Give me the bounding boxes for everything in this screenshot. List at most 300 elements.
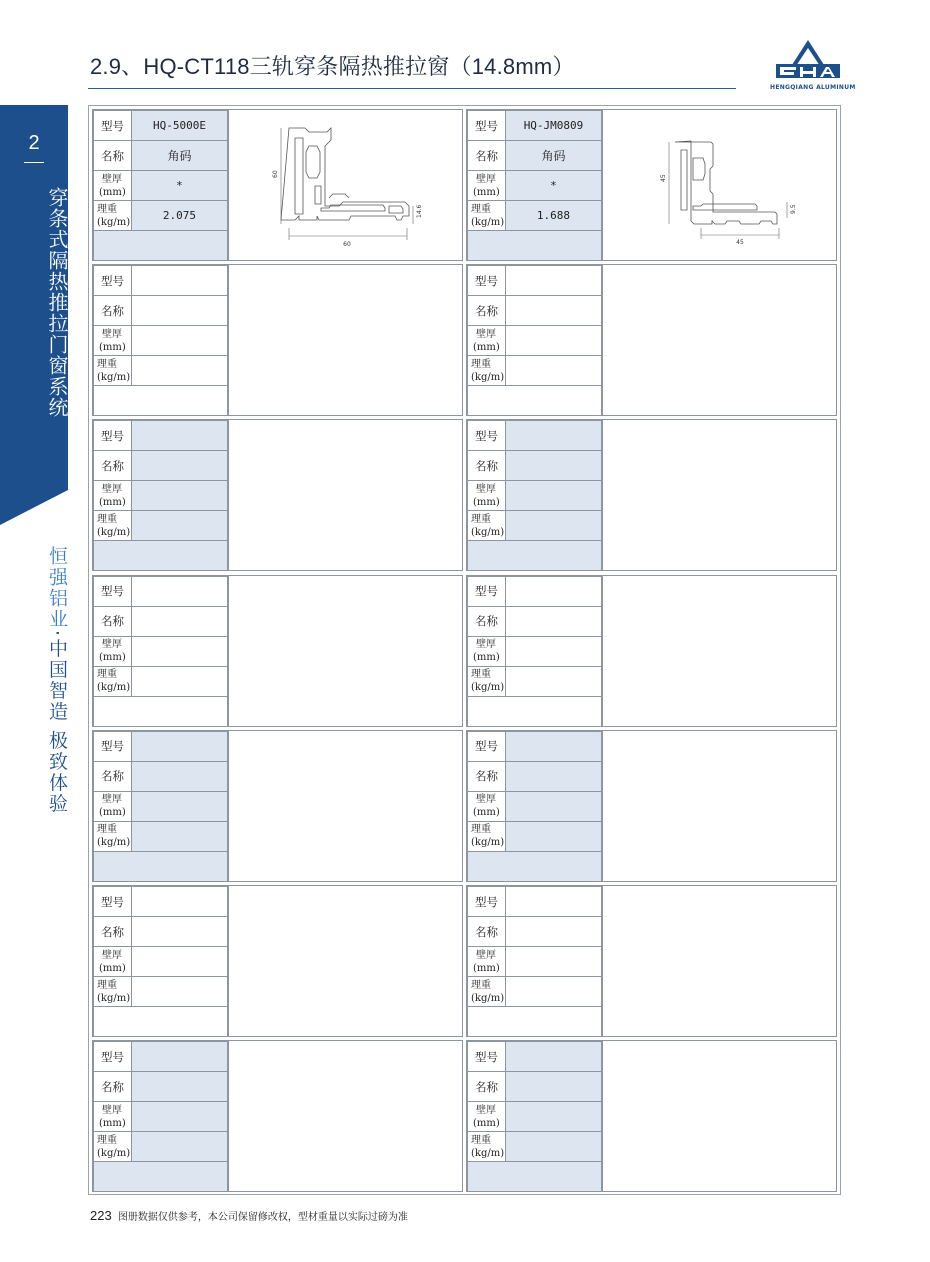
footer-note: 图册数据仅供参考，本公司保留修改权，型材重量以实际过磅为准 bbox=[117, 1212, 408, 1223]
wall-thickness-label bbox=[468, 1102, 506, 1132]
spec-table bbox=[93, 731, 228, 882]
spec-spacer bbox=[468, 1007, 602, 1037]
unit-weight-label-line2: (kg/m) bbox=[97, 526, 131, 538]
wall-thickness-label-line2: (mm) bbox=[99, 341, 126, 353]
unit-weight-value bbox=[505, 511, 601, 541]
spec-row-name bbox=[468, 1072, 602, 1102]
spec-row-model bbox=[468, 576, 602, 606]
spec-row-weight bbox=[94, 201, 228, 231]
unit-weight-value bbox=[505, 977, 601, 1007]
spec-row-name bbox=[94, 451, 228, 481]
model-label: 型号 bbox=[94, 887, 132, 917]
spec-row-spacer bbox=[94, 386, 228, 416]
name-label: 名称 bbox=[468, 141, 506, 171]
name-value bbox=[505, 1072, 601, 1102]
wall-thickness-label-line2: (mm) bbox=[473, 496, 500, 508]
wall-thickness-label-line2: (mm) bbox=[473, 1117, 500, 1129]
wall-thickness-label-line1: 壁厚 bbox=[476, 483, 496, 495]
model-label: 型号 bbox=[94, 421, 132, 451]
dim-thickness-label: 9.5 bbox=[790, 204, 797, 214]
profile-drawing-hq-jm0809 bbox=[603, 110, 838, 260]
wall-thickness-label bbox=[468, 171, 506, 201]
unit-weight-value bbox=[131, 666, 227, 696]
name-label: 名称 bbox=[468, 761, 506, 791]
wall-thickness-label bbox=[94, 791, 132, 821]
profile-drawing-area bbox=[602, 420, 836, 570]
spec-table bbox=[467, 420, 602, 571]
spec-row-wall bbox=[468, 947, 602, 977]
unit-weight-value: 1.688 bbox=[505, 201, 601, 231]
profile-card bbox=[92, 575, 463, 727]
model-label: 型号 bbox=[468, 576, 506, 606]
wall-thickness-value bbox=[505, 1102, 601, 1132]
spec-row-weight bbox=[94, 977, 228, 1007]
model-label: 型号 bbox=[468, 887, 506, 917]
logo-mark-icon bbox=[770, 38, 846, 84]
unit-weight-value bbox=[131, 511, 227, 541]
unit-weight-label-line1: 理重 bbox=[97, 979, 117, 991]
spec-row-name bbox=[94, 761, 228, 791]
profile-card bbox=[466, 419, 837, 571]
spec-row-weight bbox=[468, 977, 602, 1007]
name-label: 名称 bbox=[94, 141, 132, 171]
spec-row-wall bbox=[94, 326, 228, 356]
wall-thickness-label-line1: 壁厚 bbox=[476, 1104, 496, 1116]
brand-separator: · bbox=[46, 629, 68, 638]
spec-spacer bbox=[468, 231, 602, 261]
spec-spacer bbox=[94, 1007, 228, 1037]
wall-thickness-label bbox=[94, 171, 132, 201]
wall-thickness-label bbox=[94, 1102, 132, 1132]
wall-thickness-label bbox=[468, 326, 506, 356]
spec-row-name bbox=[468, 451, 602, 481]
spec-row-model bbox=[94, 731, 228, 761]
spec-row-weight bbox=[468, 666, 602, 696]
spec-row-weight bbox=[94, 356, 228, 386]
profile-drawing-area bbox=[602, 1041, 836, 1191]
unit-weight-value bbox=[131, 1132, 227, 1162]
spec-row-weight bbox=[468, 821, 602, 851]
wall-thickness-label-line1: 壁厚 bbox=[102, 794, 122, 806]
spec-row-spacer bbox=[468, 386, 602, 416]
brand-slogan-text: 中国智造 极致体验 bbox=[46, 638, 68, 815]
model-label: 型号 bbox=[94, 266, 132, 296]
wall-thickness-value bbox=[505, 326, 601, 356]
spec-table bbox=[467, 110, 602, 261]
wall-thickness-label-line2: (mm) bbox=[473, 186, 500, 198]
unit-weight-label-line1: 理重 bbox=[471, 669, 491, 681]
profile-drawing-area bbox=[602, 265, 836, 415]
page-title: 2.9、HQ-CT118三轨穿条隔热推拉窗（14.8mm） bbox=[90, 54, 575, 79]
wall-thickness-label-line1: 壁厚 bbox=[476, 173, 496, 185]
spec-row-spacer bbox=[468, 231, 602, 261]
spec-spacer bbox=[94, 231, 228, 261]
unit-weight-label-line2: (kg/m) bbox=[471, 371, 505, 383]
unit-weight-label bbox=[468, 977, 506, 1007]
spec-row-spacer bbox=[94, 696, 228, 726]
name-value bbox=[131, 451, 227, 481]
unit-weight-label-line2: (kg/m) bbox=[471, 216, 505, 228]
spec-row-wall bbox=[468, 1102, 602, 1132]
profile-drawing-area bbox=[228, 886, 462, 1036]
spec-table bbox=[93, 886, 228, 1037]
wall-thickness-label-line1: 壁厚 bbox=[476, 328, 496, 340]
wall-thickness-label-line2: (mm) bbox=[473, 652, 500, 664]
wall-thickness-value: * bbox=[505, 171, 601, 201]
model-value bbox=[505, 887, 601, 917]
spec-row-weight bbox=[468, 356, 602, 386]
unit-weight-label-line1: 理重 bbox=[97, 203, 117, 215]
spec-row-spacer bbox=[94, 231, 228, 261]
unit-weight-label-line1: 理重 bbox=[97, 1134, 117, 1146]
wall-thickness-label-line1: 壁厚 bbox=[102, 1104, 122, 1116]
dim-thickness-label: 14.6 bbox=[416, 204, 423, 218]
profile-drawing-hq-5000e bbox=[229, 110, 464, 260]
name-value bbox=[131, 761, 227, 791]
wall-thickness-label-line2: (mm) bbox=[99, 186, 126, 198]
spec-row-wall bbox=[468, 791, 602, 821]
name-value bbox=[131, 917, 227, 947]
unit-weight-label-line2: (kg/m) bbox=[97, 371, 131, 383]
dim-height-label: 45 bbox=[660, 174, 667, 182]
unit-weight-label-line1: 理重 bbox=[471, 358, 491, 370]
spec-row-weight bbox=[468, 1132, 602, 1162]
spec-spacer bbox=[468, 851, 602, 881]
model-value bbox=[131, 731, 227, 761]
wall-thickness-value bbox=[131, 791, 227, 821]
name-label: 名称 bbox=[468, 296, 506, 326]
name-value bbox=[131, 606, 227, 636]
profile-card bbox=[466, 885, 837, 1037]
unit-weight-label bbox=[468, 666, 506, 696]
name-label: 名称 bbox=[94, 1072, 132, 1102]
wall-thickness-label-line2: (mm) bbox=[473, 341, 500, 353]
spec-table bbox=[93, 1041, 228, 1192]
unit-weight-label-line1: 理重 bbox=[471, 203, 491, 215]
name-label: 名称 bbox=[468, 606, 506, 636]
spec-row-name bbox=[468, 141, 602, 171]
profile-card bbox=[92, 264, 463, 416]
unit-weight-label-line2: (kg/m) bbox=[471, 837, 505, 849]
wall-thickness-label-line2: (mm) bbox=[473, 807, 500, 819]
spec-row-spacer bbox=[468, 1007, 602, 1037]
wall-thickness-label-line2: (mm) bbox=[99, 962, 126, 974]
spec-row-model bbox=[468, 731, 602, 761]
spec-row-name bbox=[468, 296, 602, 326]
spec-row-name bbox=[94, 296, 228, 326]
unit-weight-label bbox=[94, 821, 132, 851]
spec-spacer bbox=[94, 541, 228, 571]
profile-card bbox=[466, 264, 837, 416]
spec-table bbox=[467, 576, 602, 727]
spec-row-model bbox=[468, 421, 602, 451]
profile-card bbox=[466, 1040, 837, 1192]
wall-thickness-label-line1: 壁厚 bbox=[476, 794, 496, 806]
model-value bbox=[131, 266, 227, 296]
name-label: 名称 bbox=[468, 1072, 506, 1102]
profile-drawing-area bbox=[602, 731, 836, 881]
model-label: 型号 bbox=[468, 1042, 506, 1072]
model-label: 型号 bbox=[468, 421, 506, 451]
unit-weight-value bbox=[131, 356, 227, 386]
model-label: 型号 bbox=[94, 731, 132, 761]
spec-row-wall bbox=[94, 636, 228, 666]
brand-slogan bbox=[0, 530, 68, 830]
wall-thickness-label bbox=[468, 791, 506, 821]
wall-thickness-value bbox=[131, 947, 227, 977]
spec-row-weight bbox=[94, 511, 228, 541]
model-value: HQ-JM0809 bbox=[505, 111, 601, 141]
spec-row-spacer bbox=[468, 851, 602, 881]
brand-name: 恒强铝业 bbox=[46, 545, 68, 630]
unit-weight-value bbox=[505, 356, 601, 386]
chapter-number-rule bbox=[24, 162, 44, 163]
name-label: 名称 bbox=[468, 451, 506, 481]
model-label: 型号 bbox=[94, 1042, 132, 1072]
name-label: 名称 bbox=[94, 606, 132, 636]
spec-row-weight bbox=[94, 666, 228, 696]
wall-thickness-value: * bbox=[131, 171, 227, 201]
dim-width-label: 60 bbox=[343, 241, 351, 248]
name-value bbox=[505, 761, 601, 791]
profile-card bbox=[92, 109, 463, 261]
wall-thickness-label bbox=[94, 636, 132, 666]
profile-drawing-area bbox=[228, 265, 462, 415]
name-label: 名称 bbox=[468, 917, 506, 947]
spec-spacer bbox=[94, 696, 228, 726]
spec-row-spacer bbox=[468, 1162, 602, 1192]
spec-spacer bbox=[468, 386, 602, 416]
model-label: 型号 bbox=[94, 111, 132, 141]
unit-weight-label-line1: 理重 bbox=[97, 669, 117, 681]
spec-row-name bbox=[468, 606, 602, 636]
page-number: 223 bbox=[90, 1208, 112, 1223]
model-value bbox=[505, 731, 601, 761]
model-label: 型号 bbox=[468, 266, 506, 296]
wall-thickness-value bbox=[131, 481, 227, 511]
spec-row-model bbox=[468, 266, 602, 296]
chapter-title: 穿条式隔热推拉门窗系统 bbox=[45, 186, 69, 418]
spec-row-spacer bbox=[468, 696, 602, 726]
spec-row-name bbox=[468, 917, 602, 947]
profile-card bbox=[92, 730, 463, 882]
wall-thickness-label-line2: (mm) bbox=[473, 962, 500, 974]
unit-weight-label-line2: (kg/m) bbox=[471, 992, 505, 1004]
spec-row-model bbox=[468, 111, 602, 141]
wall-thickness-label bbox=[94, 947, 132, 977]
spec-table bbox=[467, 886, 602, 1037]
spec-row-spacer bbox=[94, 1007, 228, 1037]
unit-weight-label bbox=[94, 1132, 132, 1162]
wall-thickness-label-line1: 壁厚 bbox=[102, 949, 122, 961]
wall-thickness-value bbox=[505, 636, 601, 666]
spec-row-wall bbox=[94, 1102, 228, 1132]
model-value bbox=[131, 1042, 227, 1072]
spec-spacer bbox=[468, 696, 602, 726]
wall-thickness-value bbox=[131, 636, 227, 666]
spec-row-model bbox=[94, 1042, 228, 1072]
page-footer bbox=[90, 1208, 408, 1223]
unit-weight-label-line1: 理重 bbox=[97, 513, 117, 525]
profile-drawing-area bbox=[228, 576, 462, 726]
profile-drawing-area bbox=[228, 731, 462, 881]
spec-row-model bbox=[468, 887, 602, 917]
wall-thickness-value bbox=[505, 481, 601, 511]
spec-row-weight bbox=[94, 821, 228, 851]
name-value bbox=[131, 1072, 227, 1102]
profile-card bbox=[92, 885, 463, 1037]
dim-height-label: 60 bbox=[272, 170, 279, 178]
wall-thickness-label-line2: (mm) bbox=[99, 1117, 126, 1129]
spec-row-wall bbox=[94, 481, 228, 511]
spec-row-model bbox=[94, 887, 228, 917]
profile-card bbox=[466, 109, 837, 261]
spec-table bbox=[93, 576, 228, 727]
spec-row-name bbox=[94, 141, 228, 171]
unit-weight-label bbox=[94, 201, 132, 231]
dim-width-label: 45 bbox=[736, 239, 744, 246]
spec-row-wall bbox=[94, 791, 228, 821]
unit-weight-label bbox=[468, 821, 506, 851]
unit-weight-label bbox=[94, 511, 132, 541]
unit-weight-label-line1: 理重 bbox=[471, 979, 491, 991]
profile-card bbox=[92, 1040, 463, 1192]
wall-thickness-label bbox=[94, 481, 132, 511]
wall-thickness-label bbox=[94, 326, 132, 356]
spec-spacer bbox=[468, 541, 602, 571]
unit-weight-label bbox=[94, 666, 132, 696]
model-value bbox=[505, 576, 601, 606]
wall-thickness-value bbox=[131, 326, 227, 356]
wall-thickness-value bbox=[505, 791, 601, 821]
unit-weight-label-line2: (kg/m) bbox=[97, 216, 131, 228]
wall-thickness-label bbox=[468, 481, 506, 511]
spec-row-spacer bbox=[94, 851, 228, 881]
profile-card bbox=[466, 575, 837, 727]
spec-row-model bbox=[94, 266, 228, 296]
spec-row-name bbox=[94, 606, 228, 636]
wall-thickness-label-line2: (mm) bbox=[99, 652, 126, 664]
spec-table bbox=[467, 265, 602, 416]
spec-spacer bbox=[94, 386, 228, 416]
model-value: HQ-5000E bbox=[131, 111, 227, 141]
spec-row-name bbox=[468, 761, 602, 791]
unit-weight-label bbox=[468, 201, 506, 231]
unit-weight-label-line2: (kg/m) bbox=[471, 526, 505, 538]
spec-spacer bbox=[94, 851, 228, 881]
unit-weight-label-line2: (kg/m) bbox=[97, 992, 131, 1004]
unit-weight-label bbox=[94, 977, 132, 1007]
unit-weight-value bbox=[131, 977, 227, 1007]
spec-row-wall bbox=[468, 636, 602, 666]
wall-thickness-label bbox=[468, 636, 506, 666]
spec-row-weight bbox=[468, 511, 602, 541]
model-value bbox=[131, 887, 227, 917]
unit-weight-label-line2: (kg/m) bbox=[97, 837, 131, 849]
unit-weight-label-line1: 理重 bbox=[97, 824, 117, 836]
wall-thickness-label-line1: 壁厚 bbox=[476, 639, 496, 651]
name-label: 名称 bbox=[94, 296, 132, 326]
name-value bbox=[505, 451, 601, 481]
unit-weight-label-line2: (kg/m) bbox=[97, 1147, 131, 1159]
spec-row-model bbox=[468, 1042, 602, 1072]
unit-weight-value: 2.075 bbox=[131, 201, 227, 231]
model-value bbox=[505, 266, 601, 296]
wall-thickness-label-line1: 壁厚 bbox=[476, 949, 496, 961]
unit-weight-label-line1: 理重 bbox=[471, 1134, 491, 1146]
profile-drawing-area bbox=[228, 110, 462, 260]
unit-weight-label-line1: 理重 bbox=[471, 513, 491, 525]
model-label: 型号 bbox=[468, 731, 506, 761]
spec-row-wall bbox=[94, 947, 228, 977]
wall-thickness-label-line1: 壁厚 bbox=[102, 328, 122, 340]
model-value bbox=[505, 1042, 601, 1072]
unit-weight-label bbox=[468, 1132, 506, 1162]
model-value bbox=[131, 421, 227, 451]
spec-row-model bbox=[94, 576, 228, 606]
spec-row-wall bbox=[468, 326, 602, 356]
spec-table bbox=[93, 110, 228, 261]
profile-drawing-area bbox=[228, 1041, 462, 1191]
unit-weight-label-line2: (kg/m) bbox=[97, 682, 131, 694]
spec-table bbox=[467, 731, 602, 882]
spec-row-model bbox=[94, 111, 228, 141]
spec-spacer bbox=[468, 1162, 602, 1192]
name-value bbox=[131, 296, 227, 326]
model-label: 型号 bbox=[94, 576, 132, 606]
profile-drawing-area bbox=[602, 576, 836, 726]
spec-row-spacer bbox=[94, 541, 228, 571]
unit-weight-value bbox=[131, 821, 227, 851]
profile-drawing-area bbox=[602, 886, 836, 1036]
wall-thickness-label-line1: 壁厚 bbox=[102, 639, 122, 651]
spec-row-wall bbox=[468, 171, 602, 201]
unit-weight-label bbox=[468, 511, 506, 541]
unit-weight-value bbox=[505, 1132, 601, 1162]
unit-weight-label bbox=[468, 356, 506, 386]
profile-card bbox=[466, 730, 837, 882]
name-value bbox=[505, 917, 601, 947]
name-value: 角码 bbox=[505, 141, 601, 171]
profile-card bbox=[92, 419, 463, 571]
model-value bbox=[131, 576, 227, 606]
spec-table bbox=[93, 420, 228, 571]
chapter-number: 2 bbox=[28, 132, 40, 154]
wall-thickness-value bbox=[131, 1102, 227, 1132]
logo-text: HENGQIANG ALUMINUM bbox=[770, 84, 856, 91]
spec-row-wall bbox=[94, 171, 228, 201]
spec-row-spacer bbox=[468, 541, 602, 571]
unit-weight-label-line2: (kg/m) bbox=[471, 682, 505, 694]
spec-row-weight bbox=[468, 201, 602, 231]
wall-thickness-value bbox=[505, 947, 601, 977]
wall-thickness-label-line2: (mm) bbox=[99, 496, 126, 508]
spec-row-weight bbox=[94, 1132, 228, 1162]
name-label: 名称 bbox=[94, 451, 132, 481]
wall-thickness-label-line1: 壁厚 bbox=[102, 173, 122, 185]
company-logo bbox=[770, 38, 856, 94]
name-value: 角码 bbox=[131, 141, 227, 171]
spec-row-spacer bbox=[94, 1162, 228, 1192]
unit-weight-label-line2: (kg/m) bbox=[471, 1147, 505, 1159]
title-rule bbox=[88, 88, 736, 89]
model-label: 型号 bbox=[468, 111, 506, 141]
spec-row-name bbox=[94, 917, 228, 947]
profile-drawing-area bbox=[602, 110, 836, 260]
name-label: 名称 bbox=[94, 761, 132, 791]
name-value bbox=[505, 606, 601, 636]
spec-row-wall bbox=[468, 481, 602, 511]
